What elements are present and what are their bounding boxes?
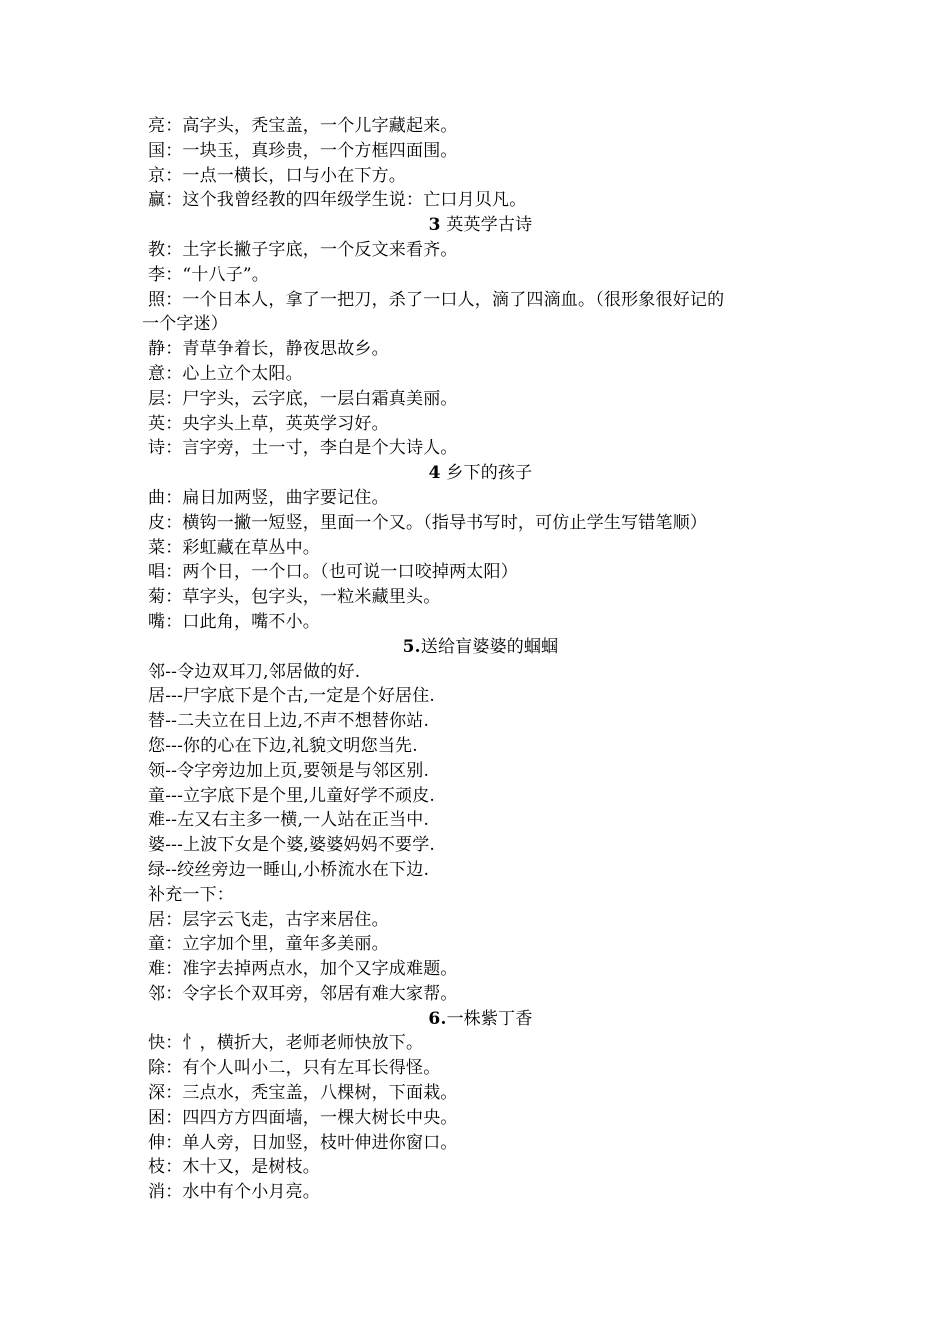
heading-number: 5.	[402, 636, 421, 657]
section-heading-4	[148, 461, 813, 486]
text-line: 英：央字头上草，英英学习好。	[148, 413, 389, 434]
text-line-continuation: 一个字迷）	[142, 314, 228, 335]
text-line: 诗：言字旁，土一寸，李白是个大诗人。	[148, 438, 458, 459]
text-line: 困：四四方方四面墙，一棵大树长中央。	[148, 1107, 458, 1128]
text-line: 静：青草争着长，静夜思故乡。	[148, 339, 389, 360]
text-line: 童---立字底下是个里,儿童好学不顽皮.	[148, 785, 436, 806]
text-line: 深：三点水，秃宝盖，八棵树，下面栽。	[148, 1083, 458, 1104]
text-line: 替--二夫立在日上边,不声不想替你站.	[148, 711, 430, 732]
text-line: 菊：草字头，包字头，一粒米藏里头。	[148, 587, 441, 608]
text-line: 意：心上立个太阳。	[148, 363, 303, 384]
heading-title: 一株紫丁香	[446, 1008, 533, 1029]
text-line: 国：一块玉，真珍贵，一个方框四面围。	[148, 140, 458, 161]
text-line: 绿--绞丝旁边一睡山,小桥流水在下边.	[148, 859, 430, 880]
text-line: 邻--令边双耳刀,邻居做的好.	[148, 661, 361, 682]
text-line: 除：有个人叫小二，只有左耳长得怪。	[148, 1058, 441, 1079]
text-line: 唱：两个日，一个口。（也可说一口咬掉两太阳）	[148, 562, 518, 583]
text-line: 李：“十八子”。	[148, 264, 269, 285]
text-line: 枝：木十又，是树枝。	[148, 1157, 320, 1178]
text-line: 居：层字云飞走，古字来居住。	[148, 909, 389, 930]
section-heading-3	[148, 213, 813, 238]
text-line: 伸：单人旁，日加竖，枝叶伸进你窗口。	[148, 1132, 458, 1153]
text-line: 难：准字去掉两点水，加个又字成难题。	[148, 959, 458, 980]
text-line: 您---你的心在下边,礼貌文明您当先.	[148, 735, 418, 756]
text-line: 快：忄，横折大，老师老师快放下。	[148, 1033, 424, 1054]
text-line: 皮：横钩一撇一短竖，里面一个又。（指导书写时，可仿止学生写错笔顺）	[148, 512, 708, 533]
text-line: 消：水中有个小月亮。	[148, 1182, 320, 1203]
heading-title: 英英学古诗	[440, 215, 533, 236]
text-line: 层：尸字头，云字底，一层白霜真美丽。	[148, 388, 458, 409]
text-line: 教：土字长撇子字底，一个反文来看齐。	[148, 239, 458, 260]
text-line: 难--左又右主多一横,一人站在正当中.	[148, 810, 430, 831]
text-line: 居---尸字底下是个古,一定是个好居住.	[148, 686, 436, 707]
heading-title: 送给盲婆婆的蝈蝈	[420, 636, 559, 657]
text-line: 京：一点一横长，口与小在下方。	[148, 165, 406, 186]
text-line: 曲：扁日加两竖，曲字要记住。	[148, 487, 389, 508]
text-line: 领--令字旁边加上页,要领是与邻区别.	[148, 760, 430, 781]
section-heading-5	[148, 635, 813, 660]
section-heading-6	[148, 1007, 813, 1032]
text-line: 童：立字加个里，童年多美丽。	[148, 934, 389, 955]
heading-number: 6.	[428, 1008, 447, 1029]
text-line: 嘴：口此角，嘴不小。	[148, 611, 320, 632]
text-line: 邻：令字长个双耳旁，邻居有难大家帮。	[148, 983, 458, 1004]
text-line: 亮：高字头，秃宝盖，一个儿字藏起来。	[148, 116, 458, 136]
heading-number: 3	[428, 215, 441, 236]
document-body	[142, 114, 813, 1205]
heading-number: 4	[428, 463, 441, 484]
text-line: 照：一个日本人，拿了一把刀，杀了一口人，滴了四滴血。（很形象很好记的	[148, 289, 725, 310]
text-line: 补充一下：	[148, 884, 234, 905]
text-line: 赢：这个我曾经教的四年级学生说：亡口月贝凡。	[148, 190, 527, 211]
text-line: 菜：彩虹藏在草丛中。	[148, 537, 320, 558]
heading-title: 乡下的孩子	[440, 463, 533, 484]
text-line: 婆---上波下女是个婆,婆婆妈妈不要学.	[148, 835, 436, 856]
